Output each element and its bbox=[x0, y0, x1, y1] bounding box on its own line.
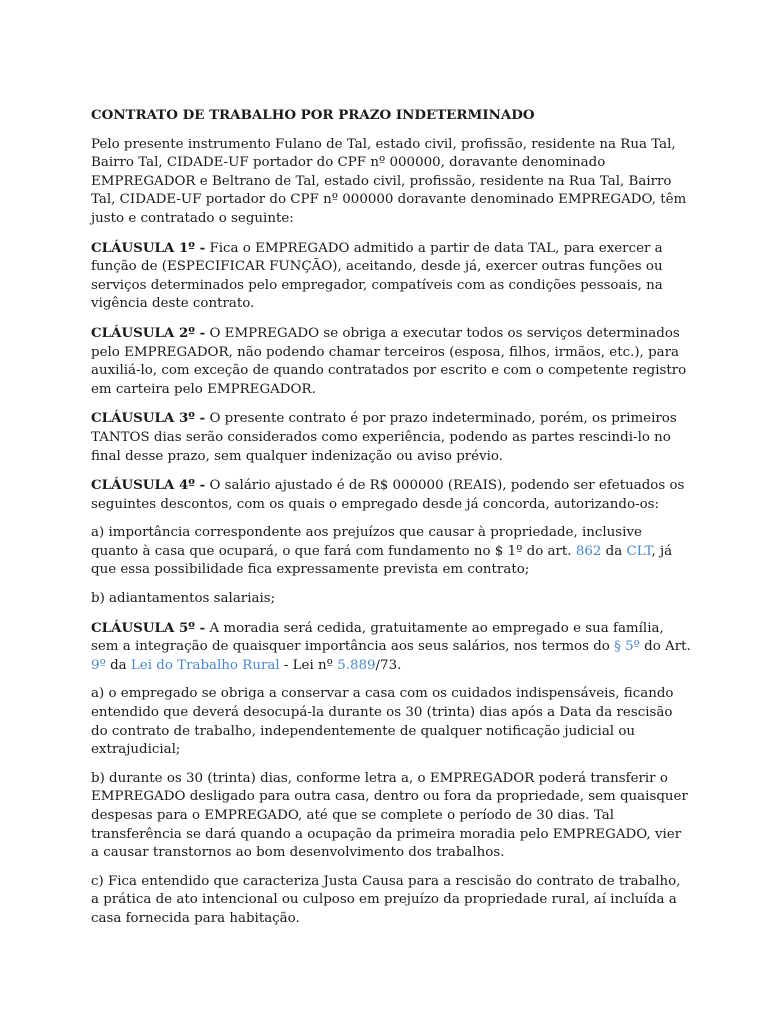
intro-paragraph: Pelo presente instrumento Fulano de Tal, estado civil, profissão, residente na Rua Tal, Bairro Tal, CIDADE-UF portador do CPF nº 000000, doravante denominado EMPREGADOR e Beltrano de Tal, estado civil, profissão, residente na Rua Tal, Bairro Tal, CIDADE-UF portador do CPF nº 000000 doravante denominado EMPREGADO, têm justo e contratado o seguinte: bbox=[91, 136, 687, 226]
clause-5-label: CLÁUSULA 5º - bbox=[91, 619, 206, 636]
document-title: CONTRATO DE TRABALHO POR PRAZO INDETERMINADO bbox=[91, 107, 535, 123]
link-clt[interactable]: CLT bbox=[626, 543, 652, 559]
clause-1-text: Fica o EMPREGADO admitido a partir de data TAL, para exercer a função de (ESPECIFICAR FUNÇÃO), aceitando, desde já, exercer outras funções ou serviços determinados pelo empregador, compatíveis com as condições pessoais, na vigência deste contrato. bbox=[91, 240, 663, 312]
clause-3-text: O presente contrato é por prazo indeterminado, porém, os primeiros TANTOS dias serão considerados como experiência, podendo as partes rescindi-lo no final desse prazo, sem qualquer indenização ou aviso prévio. bbox=[91, 411, 677, 464]
clause-5 bbox=[91, 619, 692, 676]
clause-1 bbox=[91, 239, 692, 314]
link-lei-5889[interactable]: 5.889 bbox=[337, 657, 376, 673]
clause-4-item-a bbox=[91, 524, 692, 580]
link-art-9[interactable]: 9º bbox=[91, 657, 106, 673]
clause-4-item-b: b) adiantamentos salariais; bbox=[91, 591, 276, 607]
clause-5-item-b: b) durante os 30 (trinta) dias, conforme letra a, o EMPREGADOR poderá transferir o EMPREGADO desligado para outra casa, dentro ou fora da propriedade, sem quaisquer despesas para o EMPREGADO, até que se complete o período de 30 dias. Tal transferência se dará quando a ocupação da primeira moradia pelo EMPREGADO, vier a causar transtornos ao bom desenvolvimento dos trabalhos. bbox=[91, 770, 688, 861]
clause-2 bbox=[91, 324, 692, 399]
clause-5-item-a: a) o empregado se obriga a conservar a casa com os cuidados indispensáveis, ficando entendido que deverá desocupá-la durante os 30 (trinta) dias após a Data da rescisão do contrato de trabalho, independentemente de qualquer notificação judicial ou extrajudicial; bbox=[91, 686, 674, 758]
clause-4-text: O salário ajustado é de R$ 000000 (REAIS), podendo ser efetuados os seguintes descontos, com os quais o empregado desde já concorda, autorizando-os: bbox=[91, 478, 685, 512]
clause-4 bbox=[91, 476, 692, 514]
link-art-862[interactable]: 862 bbox=[575, 543, 602, 559]
clause-5-text-2: do Art. bbox=[639, 639, 691, 655]
link-paragraph-5[interactable]: § 5º bbox=[614, 639, 640, 655]
clause-3 bbox=[91, 409, 692, 466]
link-lei-trabalho-rural[interactable]: Lei do Trabalho Rural bbox=[130, 657, 280, 673]
clause-5-text-1: A moradia será cedida, gratuitamente ao empregado e sua família, sem a integração de quaisquer importância aos seus salários, nos termos do bbox=[91, 620, 664, 655]
item-4a-text-3: , já que essa possibilidade fica expressamente prevista em contrato; bbox=[91, 543, 673, 578]
clause-5-text-5: /73. bbox=[375, 657, 402, 673]
clause-4-label: CLÁUSULA 4º - bbox=[91, 477, 206, 494]
clause-5-text-4: - Lei nº bbox=[279, 657, 338, 673]
clause-1-label: CLÁUSULA 1º - bbox=[91, 239, 206, 256]
clause-3-label: CLÁUSULA 3º - bbox=[91, 410, 206, 427]
item-4a-text-2: da bbox=[601, 543, 627, 559]
item-4a-text-1: a) importância correspondente aos prejuízos que causar à propriedade, inclusive quanto à casa que ocupará, o que fará com fundamento no $ 1º do art. bbox=[91, 525, 642, 559]
clause-5-text-3: da bbox=[105, 657, 131, 673]
clause-5-item-c: c) Fica entendido que caracteriza Justa Causa para a rescisão do contrato de trabalho, a prática de ato intencional ou culposo em prejuízo da propriedade rural, aí incluída a casa fornecida para habitação. bbox=[91, 873, 681, 926]
clause-2-label: CLÁUSULA 2º - bbox=[91, 324, 206, 341]
clause-2-text: O EMPREGADO se obriga a executar todos os serviços determinados pelo EMPREGADOR, não podendo chamar terceiros (esposa, filhos, irmãos, etc.), para auxiliá-lo, com exceção de quando contratados por escrito e com o competente registro em carteira pelo EMPREGADOR. bbox=[91, 325, 687, 397]
